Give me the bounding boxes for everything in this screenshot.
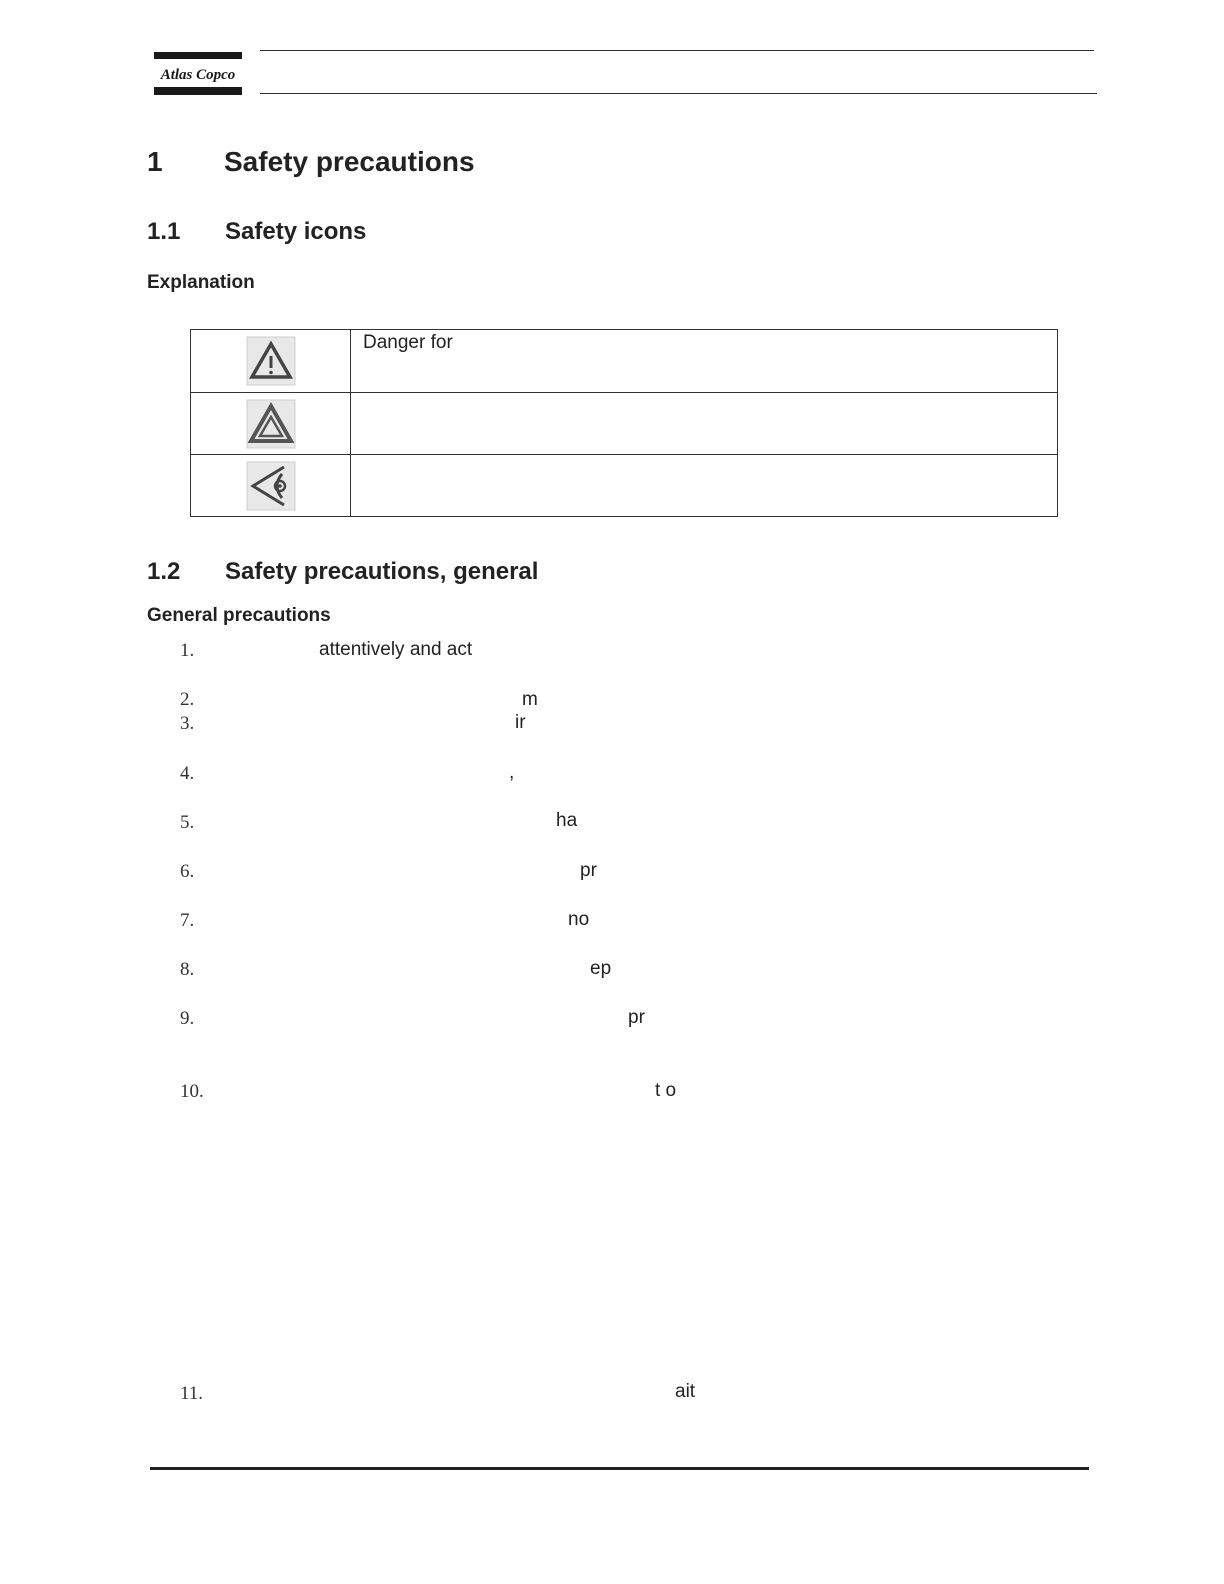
section-1-2-number: 1.2	[147, 558, 181, 585]
safety-icon-table	[190, 329, 1058, 517]
logo-text: Atlas Copco	[160, 67, 236, 83]
eye-note-icon	[246, 461, 296, 511]
icon-row-warning	[191, 393, 1058, 455]
list-item-number: 1.	[180, 640, 195, 661]
list-item-text: no	[568, 909, 590, 930]
list-item-text: ha	[556, 810, 578, 831]
section-1-1-number: 1.1	[147, 218, 181, 245]
list-item-text: m	[522, 689, 538, 710]
list-item-text: ,	[509, 762, 515, 783]
list-item-number: 8.	[180, 959, 195, 980]
list-item-number: 4.	[180, 763, 195, 784]
icon-row-danger	[191, 330, 1058, 393]
list-item-text: ep	[590, 958, 612, 979]
list-item-text: pr	[580, 860, 597, 881]
list-item-text: ait	[675, 1381, 696, 1402]
header-rule-bottom	[260, 93, 1097, 94]
list-item-number: 5.	[180, 812, 195, 833]
atlas-copco-logo	[154, 52, 242, 96]
list-item-text: attentively and act	[319, 639, 473, 660]
icon-cell	[191, 455, 351, 517]
general-precautions-heading: General precautions	[147, 605, 331, 626]
section-1-number: 1	[147, 146, 163, 177]
list-item-text: pr	[628, 1007, 645, 1028]
warning-text-cell	[351, 393, 1058, 455]
list-item-text: t o	[655, 1080, 677, 1101]
icon-row-note	[191, 455, 1058, 517]
list-item-number: 11.	[180, 1383, 204, 1404]
section-1-1-title: Safety icons	[225, 218, 367, 245]
icon-cell	[191, 393, 351, 455]
list-item-number: 6.	[180, 861, 195, 882]
section-1-2-title: Safety precautions, general	[225, 558, 539, 585]
section-1-title: Safety precautions	[224, 146, 475, 177]
danger-text-cell: Danger for	[351, 330, 1058, 393]
list-item-text: ir	[515, 712, 526, 733]
header-rule-top	[260, 50, 1094, 51]
warning-triangle-icon	[246, 399, 296, 449]
icon-cell	[191, 330, 351, 393]
list-item-number: 7.	[180, 910, 195, 931]
warning-exclamation-triangle-icon	[246, 336, 296, 386]
list-item-number: 2.	[180, 689, 195, 710]
note-text-cell	[351, 455, 1058, 517]
list-item-number: 9.	[180, 1008, 195, 1029]
list-item-number: 10.	[180, 1081, 204, 1102]
list-item-number: 3.	[180, 713, 195, 734]
explanation-heading: Explanation	[147, 272, 255, 293]
footer-rule	[150, 1467, 1089, 1470]
